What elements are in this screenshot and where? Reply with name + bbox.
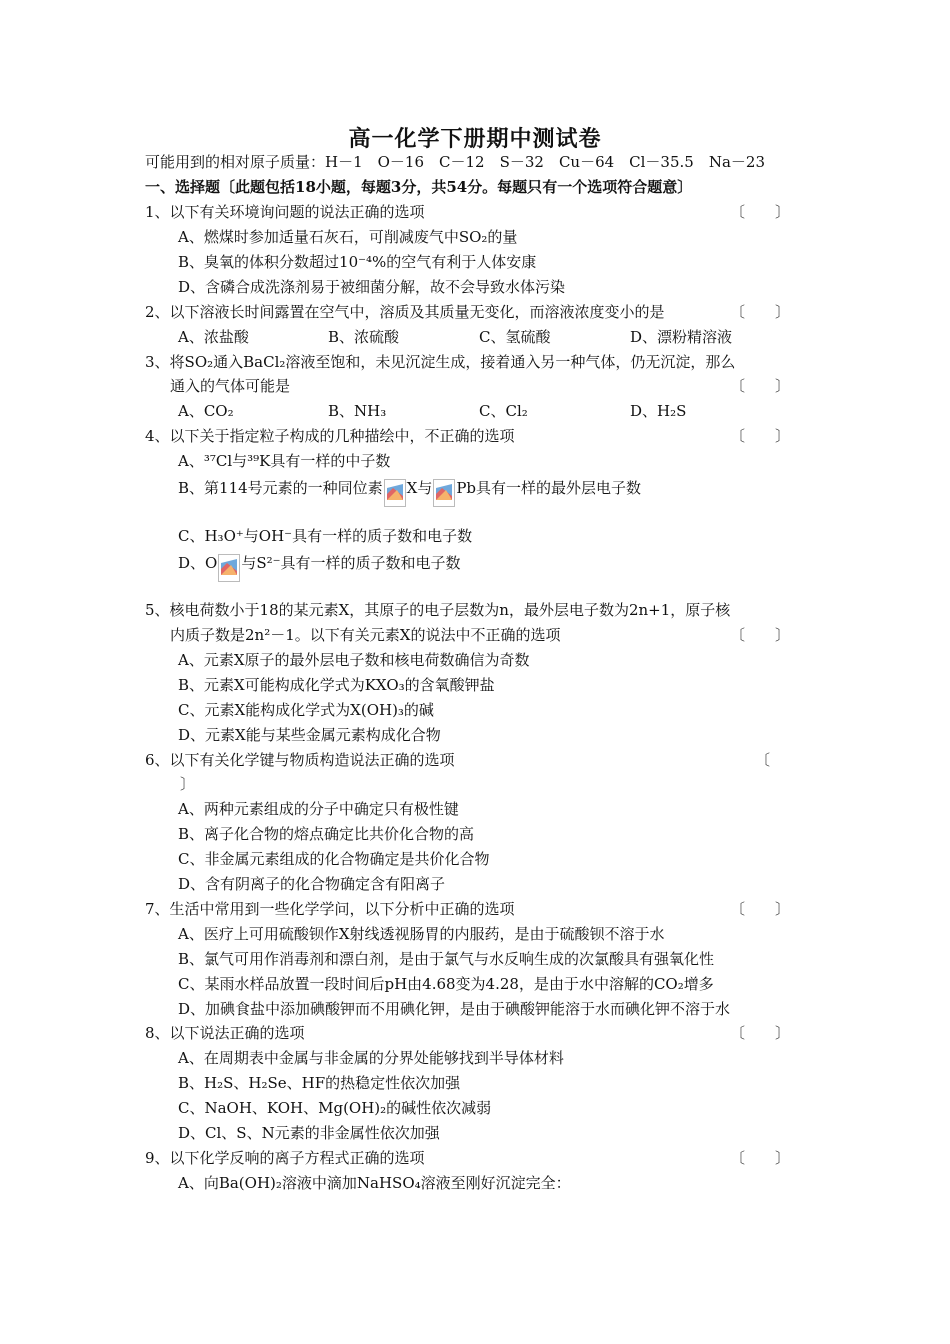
section-heading: 一、选择题〔此题包括18小题，每题3分，共54分。每题只有一个选项符合题意〕 bbox=[145, 178, 693, 196]
answer-blank: 〔 〕 bbox=[730, 1149, 791, 1167]
answer-blank-close: 〕 bbox=[180, 775, 196, 793]
q9-option-a: A、向Ba(OH)₂溶液中滴加NaHSO₄溶液至刚好沉淀完全： bbox=[178, 1174, 571, 1192]
question-1-stem: 1、以下有关环境询问题的说法正确的选项 bbox=[145, 203, 425, 221]
q4-option-b-part1: B、第114号元素的一种同位素 bbox=[178, 479, 383, 497]
question-4-stem: 4、以下关于指定粒子构成的几种描绘中，不正确的选项 bbox=[145, 427, 515, 445]
question-8-stem: 8、以下说法正确的选项 bbox=[145, 1024, 305, 1042]
answer-blank: 〔 〕 bbox=[730, 1024, 791, 1042]
q7-option-c: C、某雨水样品放置一段时间后pH由4.68变为4.28，是由于水中溶解的CO₂增多 bbox=[178, 975, 714, 993]
q4-option-d-part2: 与S²⁻具有一样的质子数和电子数 bbox=[241, 554, 461, 572]
atomic-masses: 可能用到的相对原子质量：H－1 O－16 C－12 S－32 Cu－64 Cl－35.5 Na－23 bbox=[145, 153, 765, 171]
page-title: 高一化学下册期中测试卷 bbox=[348, 126, 602, 152]
q5-option-a: A、元素X原子的最外层电子数和核电荷数确信为奇数 bbox=[178, 651, 530, 669]
q4-option-d bbox=[178, 553, 461, 582]
q5-option-c: C、元素X能构成化学式为X(OH)₃的碱 bbox=[178, 701, 434, 719]
question-9-stem: 9、以下化学反响的离子方程式正确的选项 bbox=[145, 1149, 425, 1167]
answer-blank: 〔 〕 bbox=[730, 900, 791, 918]
q5-option-d: D、元素X能与某些金属元素构成化合物 bbox=[178, 726, 441, 744]
q7-option-a: A、医疗上可用硫酸钡作X射线透视肠胃的内服药，是由于硫酸钡不溶于水 bbox=[178, 925, 665, 943]
q4-option-c: C、H₃O⁺与OH⁻具有一样的质子数和电子数 bbox=[178, 527, 473, 545]
q4-option-a: A、³⁷Cl与³⁹K具有一样的中子数 bbox=[178, 452, 391, 470]
q7-option-b: B、氯气可用作消毒剂和漂白剂，是由于氯气与水反响生成的次氯酸具有强氧化性 bbox=[178, 950, 715, 968]
q1-option-b: B、臭氧的体积分数超过10⁻⁴%的空气有利于人体安康 bbox=[178, 253, 537, 271]
q2-option-a: A、浓盐酸 bbox=[178, 328, 249, 346]
broken-image-icon bbox=[433, 479, 455, 507]
answer-blank: 〔 〕 bbox=[730, 626, 791, 644]
q2-option-b: B、浓硫酸 bbox=[328, 328, 400, 346]
broken-image-icon bbox=[218, 554, 240, 582]
q8-option-d: D、Cl、S、N元素的非金属性依次加强 bbox=[178, 1124, 440, 1142]
broken-image-icon bbox=[384, 479, 406, 507]
question-5-stem-cont: 内质子数是2n²－1。以下有关元素X的说法中不正确的选项 bbox=[170, 626, 561, 644]
q3-option-a: A、CO₂ bbox=[178, 402, 234, 420]
q4-option-b-part2: X与 bbox=[406, 479, 433, 497]
q6-option-d: D、含有阴离子的化合物确定含有阳离子 bbox=[178, 875, 446, 893]
question-7-stem: 7、生活中常用到一些化学学问，以下分析中正确的选项 bbox=[145, 900, 515, 918]
answer-blank: 〔 〕 bbox=[730, 203, 791, 221]
answer-blank: 〔 〕 bbox=[730, 303, 791, 321]
answer-blank: 〔 〕 bbox=[730, 377, 791, 395]
q8-option-a: A、在周期表中金属与非金属的分界处能够找到半导体材料 bbox=[178, 1049, 564, 1067]
question-6-stem: 6、以下有关化学键与物质构造说法正确的选项 bbox=[145, 751, 455, 769]
q7-option-d: D、加碘食盐中添加碘酸钾而不用碘化钾，是由于碘酸钾能溶于水而碘化钾不溶于水 bbox=[178, 1000, 731, 1018]
q4-option-d-part1: D、O bbox=[178, 554, 218, 572]
q1-option-d: D、含磷合成洗涤剂易于被细菌分解，故不会导致水体污染 bbox=[178, 278, 566, 296]
q6-option-a: A、两种元素组成的分子中确定只有极性键 bbox=[178, 800, 459, 818]
q3-option-d: D、H₂S bbox=[630, 402, 687, 420]
q3-option-c: C、Cl₂ bbox=[479, 402, 528, 420]
q4-option-b-part3: Pb具有一样的最外层电子数 bbox=[456, 479, 642, 497]
question-3-stem: 3、将SO₂通入BaCl₂溶液至饱和，未见沉淀生成，接着通入另一种气体，仍无沉淀，那么 bbox=[145, 353, 736, 371]
answer-blank: 〔 〕 bbox=[730, 427, 791, 445]
q4-option-b bbox=[178, 478, 641, 507]
q5-option-b: B、元素X可能构成化学式为KXO₃的含氧酸钾盐 bbox=[178, 676, 495, 694]
question-3-stem-cont: 通入的气体可能是 bbox=[170, 377, 291, 395]
question-5-stem: 5、核电荷数小于18的某元素X，其原子的电子层数为n，最外层电子数为2n+1，原子核 bbox=[145, 601, 731, 619]
q1-option-a: A、燃煤时参加适量石灰石，可削减废气中SO₂的量 bbox=[178, 228, 518, 246]
answer-blank-open: 〔 bbox=[755, 751, 771, 769]
q2-option-c: C、氢硫酸 bbox=[479, 328, 551, 346]
q6-option-c: C、非金属元素组成的化合物确定是共价化合物 bbox=[178, 850, 490, 868]
q6-option-b: B、离子化合物的熔点确定比共价化合物的高 bbox=[178, 825, 475, 843]
question-2-stem: 2、以下溶液长时间露置在空气中，溶质及其质量无变化，而溶液浓度变小的是 bbox=[145, 303, 665, 321]
q3-option-b: B、NH₃ bbox=[328, 402, 387, 420]
q8-option-c: C、NaOH、KOH、Mg(OH)₂的碱性依次减弱 bbox=[178, 1099, 492, 1117]
q8-option-b: B、H₂S、H₂Se、HF的热稳定性依次加强 bbox=[178, 1074, 461, 1092]
q2-option-d: D、漂粉精溶液 bbox=[630, 328, 733, 346]
